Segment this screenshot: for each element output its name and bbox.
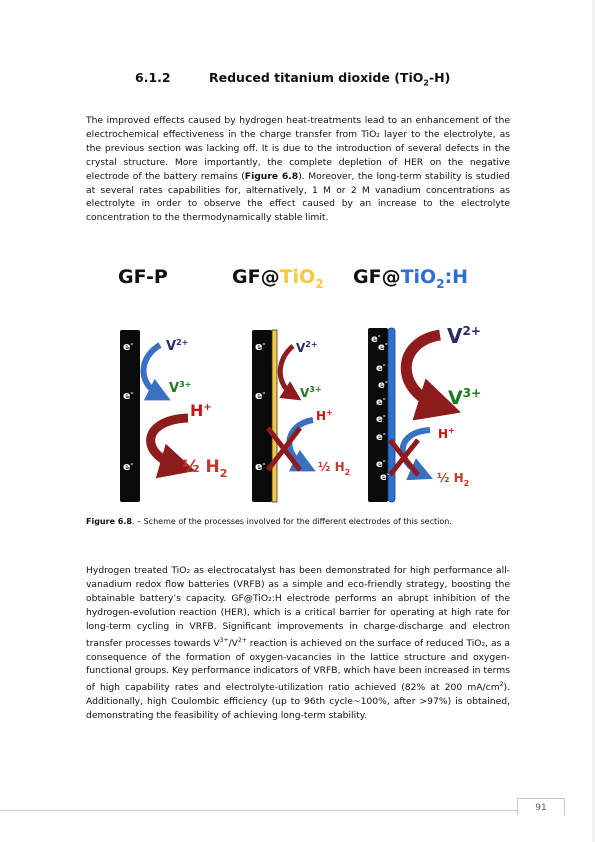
electron-label: e- [376, 412, 386, 425]
electron-label: e- [123, 389, 134, 402]
electron-label: e- [255, 340, 266, 353]
electron-label: e- [255, 389, 266, 402]
arrow-v2-to-v3 [144, 345, 161, 395]
hplus-label: H+ [190, 401, 212, 420]
electrode-gftio2 [252, 330, 272, 502]
electron-label: e- [376, 430, 386, 443]
panel-title-gfp: GF-P [118, 266, 168, 288]
section-title: Reduced titanium dioxide (TiO$_2$-H) [209, 70, 451, 88]
tio2-layer [272, 330, 277, 502]
electron-label: e- [376, 361, 386, 374]
electron-label: e- [376, 395, 386, 408]
v2-label: $V^{2+}$ [166, 338, 189, 354]
electron-label: e- [378, 340, 388, 353]
electron-label: e- [371, 332, 381, 345]
electrode-gfp [120, 330, 140, 502]
v2-label: $V^{2+}$ [296, 340, 318, 355]
caption-text: . – Scheme of the processes involved for the different electrodes of this section. [131, 517, 452, 526]
section-number: 6.1.2 [135, 70, 171, 85]
arrow-v2-to-v3 [406, 335, 440, 406]
h2-label: ½ $H_2$ [437, 471, 470, 488]
panel-title-gftio2h: GF@TiO$_2$:H [353, 266, 469, 291]
electron-label: e- [255, 460, 266, 473]
intro-paragraph: The improved effects caused by hydrogen heat-treatments lead to an enhancement of the electrochemical effectiveness in the charge transfer from TiO₂ layer to the electrolyte, as the previous section was lacking off. It is due to the introduction of several defects in the crystal structure. More importantly, the complete depletion of HER on the negative electrode of the battery remains (Figure 6.8). Moreover, the long-term stability is studied at several rates capabilities for, alternatively, 1 M or 2 M vanadium concentrations as electrolyte in order to observe the effect caused by an increase to the electrolyte concentration to the thermodynamically stable limit. [86, 115, 510, 224]
v3-label: $V^{3+}$ [169, 380, 192, 396]
figure-reference: Figure 6.8 [244, 170, 299, 182]
hplus-label: H+ [438, 426, 455, 441]
panel-title-gftio2: GF@TiO$_2$ [232, 266, 324, 291]
electron-label: e- [123, 340, 134, 353]
footer-rule [0, 810, 518, 811]
v3-label: $V^{3+}$ [300, 385, 322, 400]
v2-label: $V^{2+}$ [447, 324, 481, 348]
electron-label: e- [380, 470, 390, 483]
figure-caption [86, 517, 516, 526]
arrow-v2-to-v3 [280, 346, 293, 395]
electron-label: e- [123, 460, 134, 473]
h2-label: ½ $H_2$ [182, 457, 228, 480]
page-number: 91 [517, 798, 565, 815]
hplus-label: H+ [316, 408, 333, 423]
v3-label: $V^{3+}$ [448, 386, 482, 409]
electron-label: e- [378, 378, 388, 391]
electron-label: e- [376, 457, 386, 470]
h2-label: ½ $H_2$ [318, 460, 351, 477]
summary-paragraph: Hydrogen treated TiO₂ as electrocatalyst has been demonstrated for high performance all-vanadium redox flow batteries (VRFB) as a simple and eco-friendly strategy, boosting the obtainable battery’s capacity. GF@TiO₂:H electrode performs an abrupt inhibition of the hydrogen-evolution reaction (HER), which is a critical barrier for operating at high rate for long-term cycling in VRFB. Significant improvements in charge-discharge and electron transfer processes towards $V^{3+}/V^{2+}$ reaction is achieved on the surface of reduced TiO₂, as a consequence of the formation of oxygen-vacancies in the lattice structure and oxygen-functional groups. Key performance indicators of VRFB, which have been increased in terms of high capability rates and electrolyte-utilization ratio achieved (82% at 200 $mA/cm^2$). Additionally, high Coulombic efficiency (up to 96th cycle~100%, after >97%) is obtained, demonstrating the feasibility of achieving long-term stability. [86, 565, 510, 722]
caption-label: Figure 6.8 [86, 517, 132, 526]
